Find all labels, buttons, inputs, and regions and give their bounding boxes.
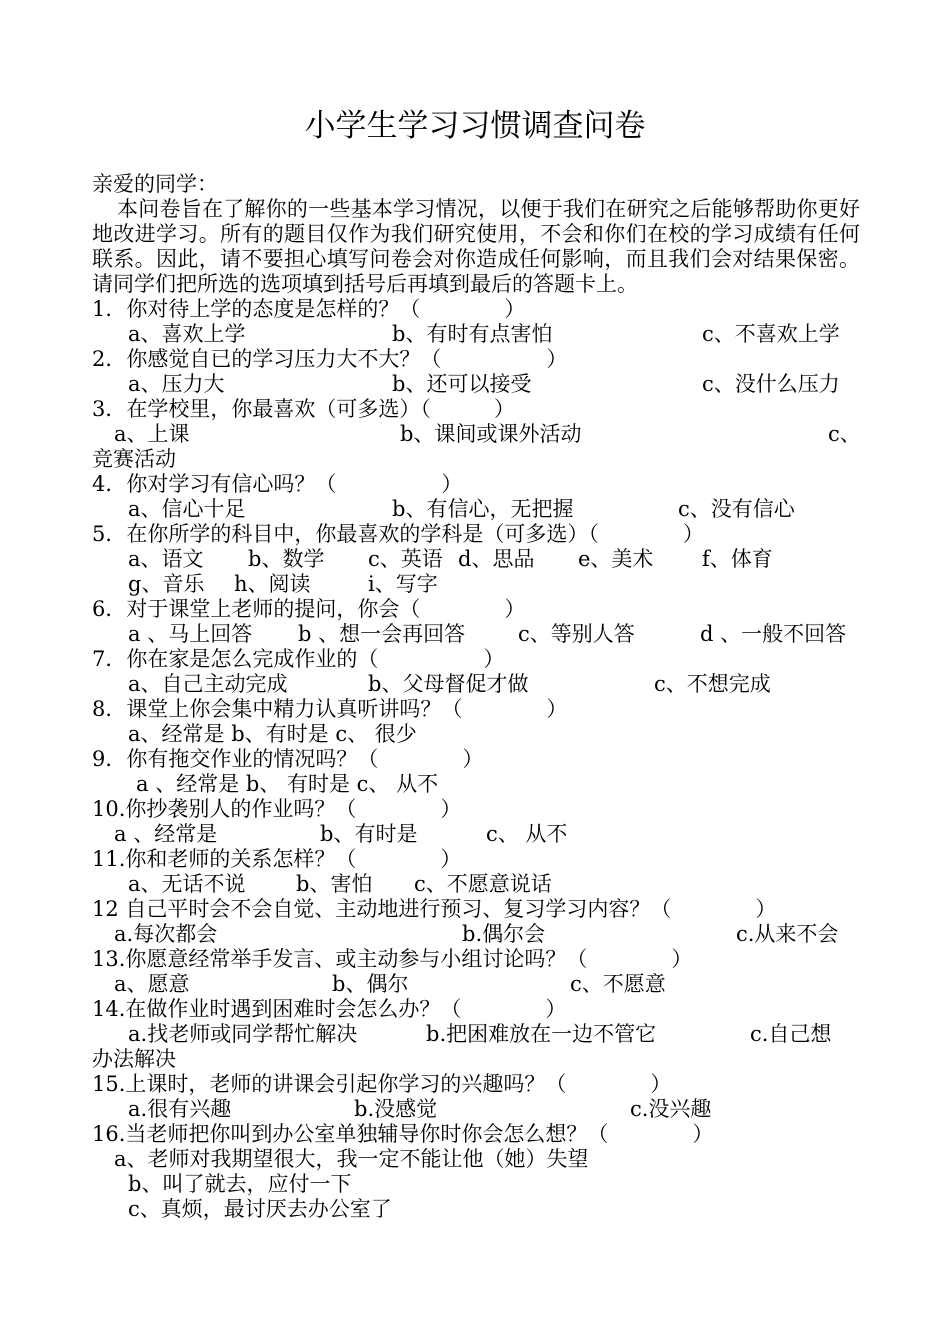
question-4: 4．你对学习有信心吗？（ ）: [92, 472, 463, 496]
option-continuation: 办法解决: [92, 1047, 176, 1071]
option-c: c、 从不: [486, 822, 568, 846]
options-12: [92, 922, 860, 947]
options-16-c: [92, 1197, 860, 1222]
option-b: b 、想一会再回答: [298, 622, 466, 646]
option-c: c、真烦，最讨厌去办公室了: [128, 1197, 392, 1221]
question-6: 6．对于课堂上老师的提问，你会（ ）: [92, 597, 526, 621]
option-a: a、喜欢上学: [128, 322, 246, 346]
option-i: i、写字: [368, 572, 438, 596]
question-12: 12 自己平时会不会自觉、主动地进行预习、复习学习内容？（ ）: [92, 897, 777, 921]
option-a: a、愿意: [114, 972, 190, 996]
option-b: b、数学: [248, 547, 325, 571]
question-11: 11.你和老师的关系怎样？（ ）: [92, 847, 462, 871]
option-d: d 、一般不回答: [700, 622, 847, 646]
document-body: [92, 172, 860, 1222]
question-9: 9．你有拖交作业的情况吗？（ ）: [92, 747, 484, 771]
options-7: [92, 672, 860, 697]
option-c: c、不愿意: [570, 972, 666, 996]
option-c: c、: [828, 422, 861, 446]
option-a: a 、经常是: [114, 822, 218, 846]
options-5: [92, 547, 860, 572]
options-16-a: [92, 1147, 860, 1172]
option-a: a、上课: [114, 422, 190, 446]
options-8: [92, 722, 860, 747]
question-13: 13.你愿意经常举手发言、或主动参与小组讨论吗？（ ）: [92, 947, 693, 971]
option-c: c、不想完成: [654, 672, 771, 696]
question-15: 15.上课时，老师的讲课会引起你学习的兴趣吗？（ ）: [92, 1072, 672, 1096]
option-a: a、压力大: [128, 372, 225, 396]
question-3: 3．在学校里，你最喜欢（可多选）（ ）: [92, 397, 515, 421]
option-b: b.偶尔会: [462, 922, 546, 946]
option-b: b、还可以接受: [392, 372, 532, 396]
options-16-b: [92, 1172, 860, 1197]
option-b: b、有时是: [320, 822, 418, 846]
option-continuation: 竞赛活动: [92, 447, 176, 471]
option-c: c、不愿意说话: [414, 872, 552, 896]
option-b: b、课间或课外活动: [400, 422, 582, 446]
intro-paragraph: 本问卷旨在了解你的一些基本学习情况，以便于我们在研究之后能够帮助你更好地改进学习。所有的题目仅作为我们研究使用，不会和你们在校的学习成绩有任何联系。因此，请不要担心填写问卷会对你造成任何影响，而且我们会对结果保密。请同学们把所选的选项填到括号后再填到最后的答题卡上。: [92, 197, 860, 296]
options-4: [92, 497, 860, 522]
options-15: [92, 1097, 860, 1122]
document-title: 小学生学习习惯调查问卷: [304, 108, 646, 144]
option-a: a.很有兴趣: [128, 1097, 232, 1121]
option-a: a、无话不说: [128, 872, 246, 896]
options-2: [92, 372, 860, 397]
option-a: a、信心十足: [128, 497, 246, 521]
option-b: b、父母督促才做: [368, 672, 529, 696]
option-g: g、音乐: [128, 572, 205, 596]
option-d: d、思品: [458, 547, 535, 571]
option-b: b、有时有点害怕: [392, 322, 553, 346]
option-b: b.没感觉: [354, 1097, 438, 1121]
option-b: b.把困难放在一边不管它: [426, 1022, 657, 1046]
question-10: 10.你抄袭别人的作业吗？（ ）: [92, 797, 462, 821]
question-1: 1．你对待上学的态度是怎样的？（ ）: [92, 297, 526, 321]
option-c: c.从来不会: [736, 922, 839, 946]
options-14: [92, 1022, 860, 1047]
option-b: b、害怕: [296, 872, 373, 896]
question-16: 16.当老师把你叫到办公室单独辅导你时你会怎么想？（ ）: [92, 1122, 714, 1146]
option-b: b、偶尔: [332, 972, 409, 996]
question-7: 7．你在家是怎么完成作业的（ ）: [92, 647, 505, 671]
option-a: a 、经常是 b、 有时是 c、 从不: [136, 772, 439, 796]
option-e: e、美术: [578, 547, 654, 571]
option-c: c、英语: [368, 547, 443, 571]
options-3: [92, 422, 860, 447]
question-14: 14.在做作业时遇到困难时会怎么办？（ ）: [92, 997, 567, 1021]
option-a: a.找老师或同学帮忙解决: [128, 1022, 358, 1046]
options-9: [92, 772, 860, 797]
option-a: a、经常是 b、有时是 c、 很少: [128, 722, 417, 746]
option-f: f、体育: [702, 547, 773, 571]
option-c: c.没兴趣: [630, 1097, 712, 1121]
greeting: 亲爱的同学：: [92, 172, 218, 196]
option-c: c、不喜欢上学: [702, 322, 840, 346]
options-5-row2: [92, 572, 860, 597]
option-a: a.每次都会: [114, 922, 218, 946]
options-10: [92, 822, 860, 847]
options-6: [92, 622, 860, 647]
options-1: [92, 322, 860, 347]
options-11: [92, 872, 860, 897]
option-c: c、没有信心: [678, 497, 795, 521]
option-b: b、叫了就去，应付一下: [128, 1172, 352, 1196]
option-c: c、等别人答: [518, 622, 635, 646]
option-a: a 、马上回答: [128, 622, 253, 646]
option-c: c.自己想: [750, 1022, 832, 1046]
option-a: a、语文: [128, 547, 204, 571]
question-8: 8．课堂上你会集中精力认真听讲吗？（ ）: [92, 697, 568, 721]
option-a: a、老师对我期望很大，我一定不能让他（她）失望: [114, 1147, 589, 1171]
option-a: a、自己主动完成: [128, 672, 288, 696]
option-c: c、没什么压力: [702, 372, 840, 396]
option-b: b、有信心，无把握: [392, 497, 574, 521]
question-2: 2．你感觉自已的学习压力大不大？（ ）: [92, 347, 568, 371]
option-h: h、阅读: [234, 572, 311, 596]
question-5: 5．在你所学的科目中，你最喜欢的学科是（可多选）（ ）: [92, 522, 704, 546]
options-13: [92, 972, 860, 997]
